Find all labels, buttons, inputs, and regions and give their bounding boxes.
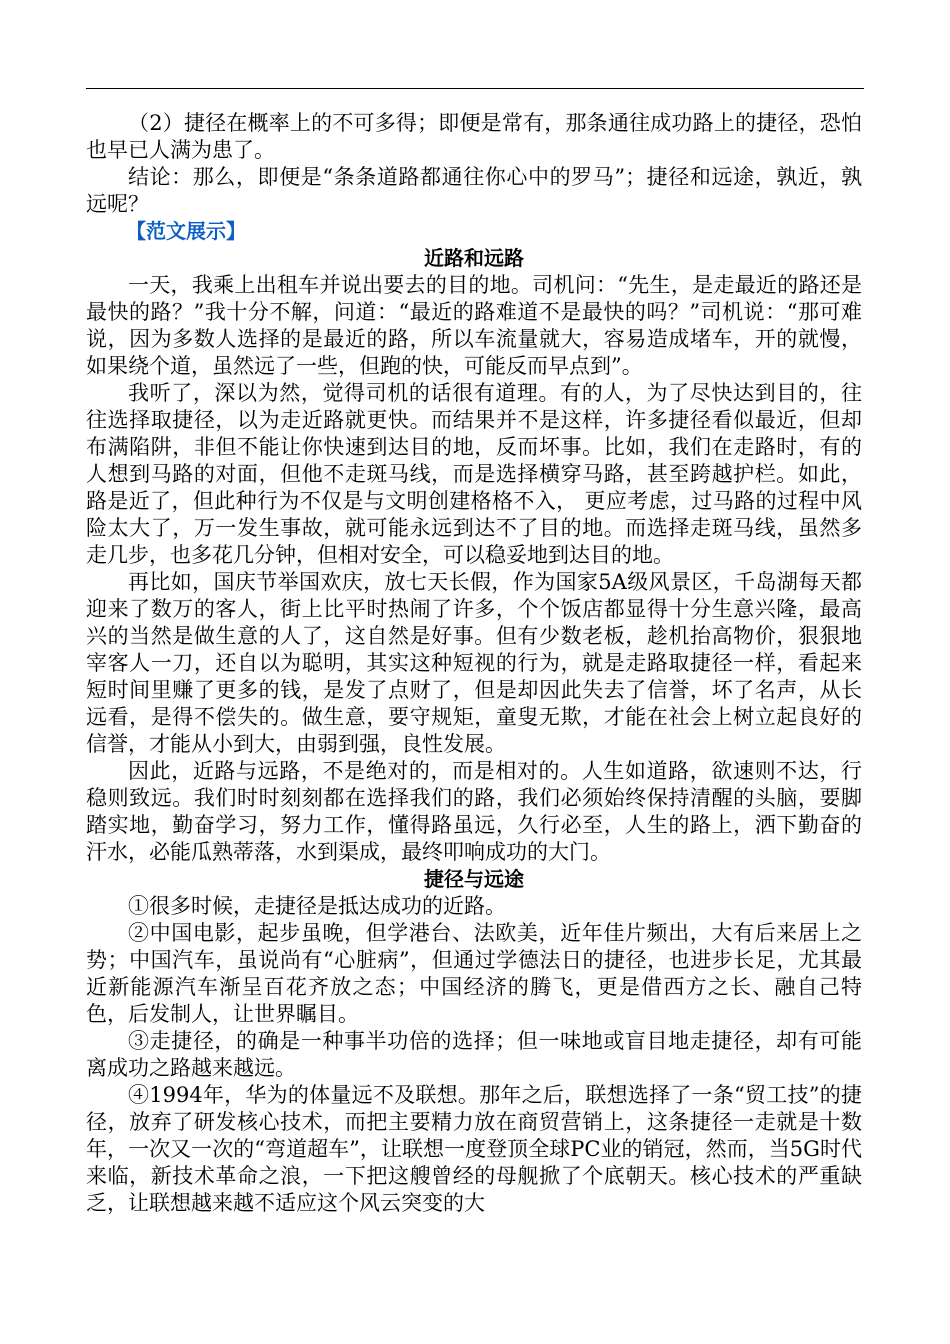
essay2-title: 捷径与远途 (424, 867, 524, 891)
essay1-title: 近路和远路 (424, 246, 524, 270)
intro-paragraph-1: （2）捷径在概率上的不可多得；即便是常有，那条通往成功路上的捷径，恐怕也早已人满为患了。 (86, 111, 862, 162)
section-tag: 【范文展示】 (126, 219, 246, 243)
document-page (86, 110, 862, 1217)
header-rule (86, 88, 864, 89)
essay2-paragraph-2: ②中国电影，起步虽晚，但学港台、法欧美，近年佳片频出，大有后来居上之势；中国汽车，虽说尚有“心脏病”，但通过学德法日的捷径，也进步长足，尤其最近新能源汽车渐呈百花齐放之态；中国经济的腾飞，更是借西方之长、融自己特色，后发制人，让世界瞩目。 (86, 921, 862, 1026)
essay2-paragraph-3: ③走捷径，的确是一种事半功倍的选择；但一味地或盲目地走捷径，却有可能离成功之路越来越远。 (86, 1029, 862, 1080)
essay2-paragraph-4: ④1994年，华为的体量远不及联想。那年之后，联想选择了一条“贸工技”的捷径，放弃了研发核心技术，而把主要精力放在商贸营销上，这条捷径一走就是十数年，一次又一次的“弯道超车”，让联想一度登顶全球PC业的销冠，然而，当5G时代来临，新技术革命之浪，一下把这艘曾经的母舰掀了个底朝天。核心技术的严重缺乏，让联想越来越不适应这个风云突变的大 (86, 1083, 862, 1215)
intro-paragraph-2: 结论：那么，即便是“条条道路都通往你心中的罗马”；捷径和远途，孰近，孰远呢？ (86, 165, 862, 216)
essay1-paragraph-1: 一天，我乘上出租车并说出要去的目的地。司机问：“先生，是走最近的路还是最快的路？”我十分不解，问道：“最近的路难道不是最快的吗？”司机说：“那可难说，因为多数人选择的是最近的路，所以车流量就大，容易造成堵车，开的就慢，如果绕个道，虽然远了一些，但跑的快，可能反而早点到”。 (86, 273, 862, 378)
essay1-paragraph-3: 再比如，国庆节举国欢庆，放七天长假，作为国家5A级风景区，千岛湖每天都迎来了数万的客人，街上比平时热闹了许多，个个饭店都显得十分生意兴隆，最高兴的当然是做生意的人了，这自然是好事。但有少数老板，趁机抬高物价，狠狠地宰客人一刀，还自以为聪明，其实这种短视的行为，就是走路取捷径一样，看起来短时间里赚了更多的钱，是发了点财了，但是却因此失去了信誉，坏了名声，从长远看，是得不偿失的。做生意，要守规矩，童叟无欺，才能在社会上树立起良好的信誉，才能从小到大，由弱到强，良性发展。 (86, 570, 862, 756)
essay2-paragraph-1: ①很多时候，走捷径是抵达成功的近路。 (128, 894, 506, 918)
essay1-paragraph-2: 我听了，深以为然，觉得司机的话很有道理。有的人，为了尽快达到目的，往往选择取捷径，以为走近路就更快。而结果并不是这样，许多捷径看似最近，但却布满陷阱，非但不能让你快速到达目的地，反而坏事。比如，我们在走路时，有的人想到马路的对面，但他不走斑马线，而是选择横穿马路，甚至跨越护栏。如此，路是近了，但此种行为不仅是与文明创建格格不入， 更应考虑，过马路的过程中风险太大了，万一发生事故，就可能永远到达不了目的地。而选择走斑马线，虽然多走几步，也多花几分钟，但相对安全，可以稳妥地到达目的地。 (86, 381, 862, 567)
essay1-paragraph-4: 因此，近路与远路，不是绝对的，而是相对的。人生如道路，欲速则不达，行稳则致远。我们时时刻刻都在选择我们的路，我们必须始终保持清醒的头脑，要脚踏实地，勤奋学习，努力工作，懂得路虽远，久行必至，人生的路上，洒下勤奋的汗水，必能瓜熟蒂落，水到渠成，最终叩响成功的大门。 (86, 759, 862, 864)
